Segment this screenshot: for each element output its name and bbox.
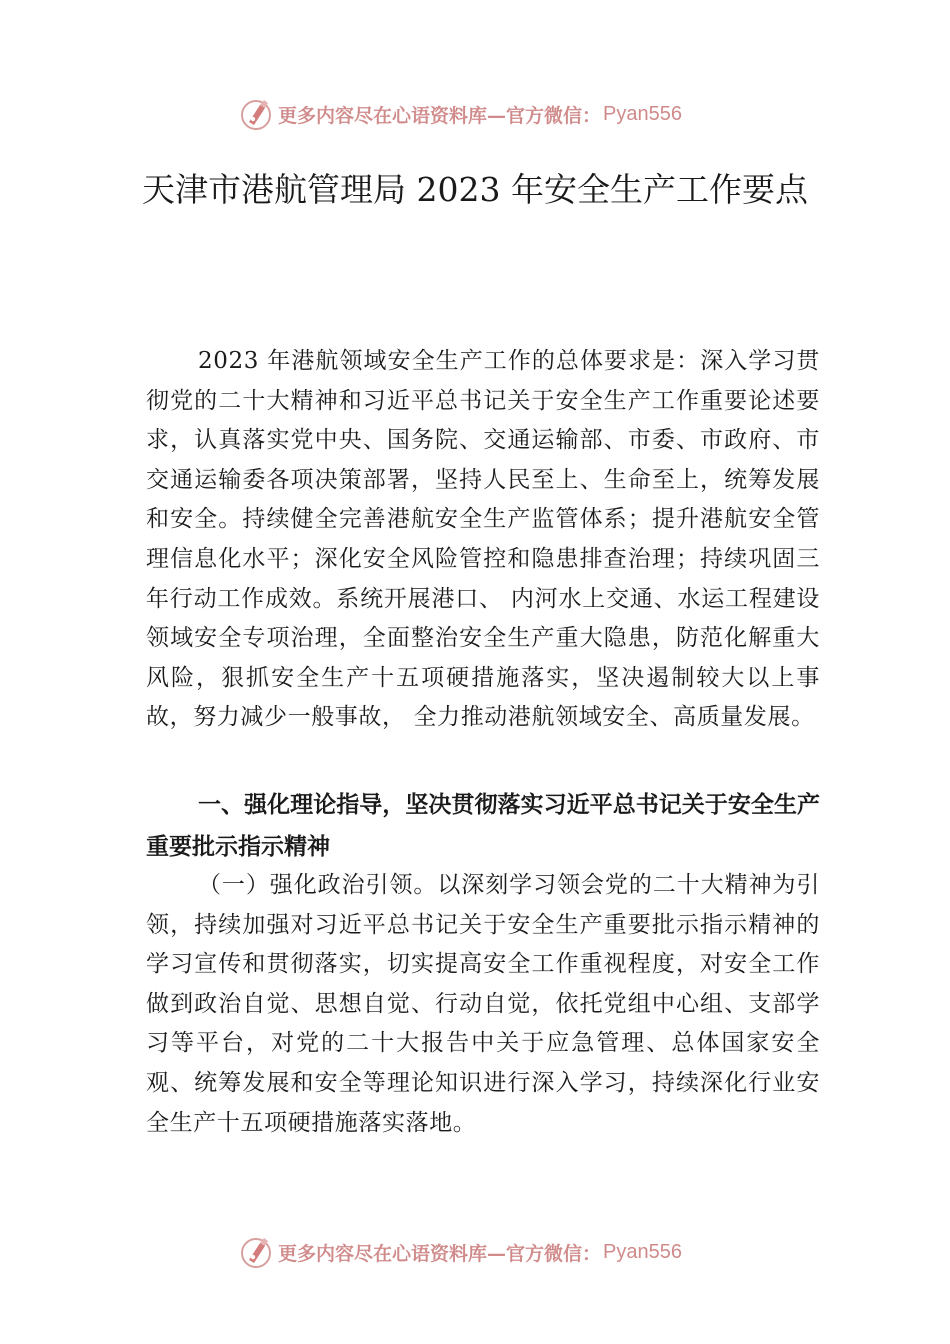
pen-nib-seal-icon xyxy=(238,96,274,132)
pen-nib-seal-icon xyxy=(238,1234,274,1270)
header-watermark xyxy=(238,94,682,134)
section-heading: 一、强化理论指导，坚决贯彻落实习近平总书记关于安全生产重要批示指示精神 xyxy=(146,792,820,860)
intro-paragraph: 2023 年港航领域安全生产工作的总体要求是：深入学习贯彻党的二十大精神和习近平总书记关于安全生产工作重要论述要求，认真落实党中央、国务院、交通运输部、市委、市政府、市交通运输委各项决策部署，坚持人民至上、生命至上，统筹发展和安全。持续健全完善港航安全生产监管体系；提升港航安全管理信息化水平；深化安全风险管控和隐患排查治理；持续巩固三年行动工作成效。系统开展港口、 内河水上交通、水运工程建设领域安全专项治理，全面整治安全生产重大隐患，防范化解重大风险，狠抓安全生产十五项硬措施落实，坚决遏制较大以上事故，努力减少一般事故， 全力推动港航领域安全、高质量发展。 xyxy=(146,348,820,731)
watermark-wechat-id: Pyan556 xyxy=(603,102,682,125)
watermark-text: 更多内容尽在心语资料库—官方微信： xyxy=(278,1242,602,1265)
section-paragraph: （一）强化政治引领。以深刻学习领会党的二十大精神为引领，持续加强对习近平总书记关于安全生产重要批示指示精神的学习宣传和贯彻落实，切实提高安全工作重视程度，对安全工作做到政治自觉、思想自觉、行动自觉，依托党组中心组、支部学习等平台，对党的二十大报告中关于应急管理、总体国家安全观、统筹发展和安全等理论知识进行深入学习，持续深化行业安全生产十五项硬措施落实落地。 xyxy=(146,872,820,1136)
document-title: 天津市港航管理局 2023 年安全生产工作要点 xyxy=(142,170,808,209)
footer-watermark xyxy=(238,1232,682,1272)
watermark-wechat-id: Pyan556 xyxy=(603,1240,682,1263)
watermark-text: 更多内容尽在心语资料库—官方微信： xyxy=(278,104,602,127)
